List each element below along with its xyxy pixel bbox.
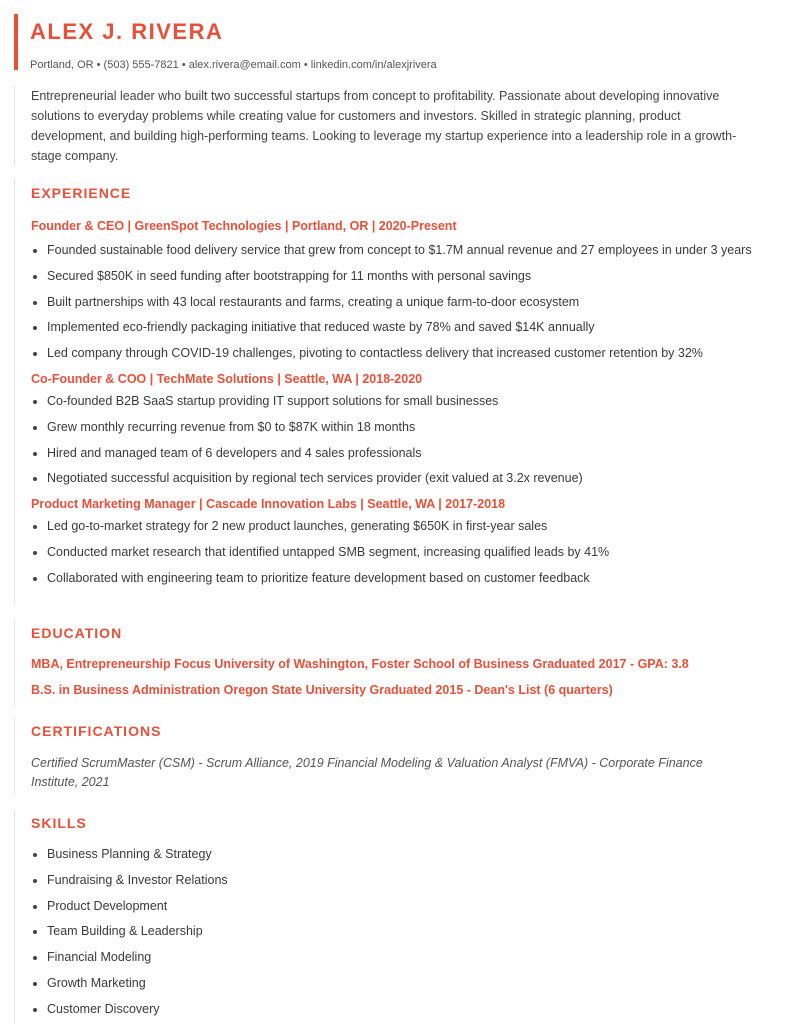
candidate-name: ALEX J. RIVERA (30, 19, 224, 44)
certifications-heading: CERTIFICATIONS (31, 723, 162, 739)
job-heading: Founder & CEO | GreenSpot Technologies | Portland, OR | 2020-Present (31, 219, 457, 233)
list-item: Founded sustainable food delivery service that grew from concept to $1.7M annual revenue and 27 employees in under 3 years (31, 238, 771, 264)
experience-section (14, 178, 771, 604)
education-entry: B.S. in Business Administration Oregon State University Graduated 2015 - Dean's List (6 quarters) (31, 683, 613, 697)
list-item: Led go-to-market strategy for 2 new product launches, generating $650K in first-year sales (31, 514, 771, 540)
skills-heading: SKILLS (31, 815, 87, 831)
professional-summary: Entrepreneurial leader who built two successful startups from concept to profitability. Passionate about developing innovative solutions to everyday problems while creating value for customers and investors. Skilled in strategic planning, product development, and building high-performing teams. Looking to leverage my startup experience into a leadership role in a growth-stage company. (14, 86, 753, 166)
certifications-text: Certified ScrumMaster (CSM) - Scrum Alliance, 2019 Financial Modeling & Valuation Analyst (FMVA) - Corporate Finance Institute, 2021 (31, 756, 703, 789)
job-bullets (31, 514, 771, 591)
job-heading: Co-Founder & COO | TechMate Solutions | Seattle, WA | 2018-2020 (31, 371, 423, 386)
experience-heading: EXPERIENCE (31, 185, 132, 201)
education-entry: MBA, Entrepreneurship Focus University of Washington, Foster School of Business Graduated 2017 - GPA: 3.8 (31, 657, 689, 671)
job-bullets (31, 238, 771, 367)
skill-item: Product Development (31, 894, 771, 920)
list-item: Collaborated with engineering team to prioritize feature development based on customer feedback (31, 566, 771, 592)
skill-item: Customer Discovery (31, 997, 771, 1023)
education-section (14, 620, 771, 706)
skill-item: Financial Modeling (31, 945, 771, 971)
education-heading: EDUCATION (31, 625, 123, 641)
list-item: Co-founded B2B SaaS startup providing IT support solutions for small businesses (31, 389, 771, 415)
contact-line: Portland, OR • (503) 555-7821 • alex.rivera@email.com • linkedin.com/in/alexjrivera (30, 59, 437, 71)
skill-item: Team Building & Leadership (31, 919, 771, 945)
list-item: Led company through COVID-19 challenges, pivoting to contactless delivery that increased customer retention by 32% (31, 341, 771, 367)
list-item: Conducted market research that identified untapped SMB segment, increasing qualified leads by 41% (31, 540, 771, 566)
job-heading: Product Marketing Manager | Cascade Innovation Labs | Seattle, WA | 2017-2018 (31, 497, 506, 512)
resume-header (14, 14, 437, 70)
certifications-section (14, 718, 771, 794)
skill-item: Business Planning & Strategy (31, 842, 771, 868)
job-bullets (31, 389, 771, 492)
list-item: Hired and managed team of 6 developers and 4 sales professionals (31, 441, 771, 467)
list-item: Implemented eco-friendly packaging initiative that reduced waste by 78% and saved $14K annually (31, 315, 771, 341)
skill-item: Growth Marketing (31, 971, 771, 997)
skill-item: Fundraising & Investor Relations (31, 868, 771, 894)
list-item: Negotiated successful acquisition by regional tech services provider (exit valued at 3.2x revenue) (31, 466, 771, 492)
skills-section (14, 810, 771, 1024)
list-item: Built partnerships with 43 local restaurants and farms, creating a unique farm-to-door ecosystem (31, 290, 771, 316)
list-item: Secured $850K in seed funding after bootstrapping for 11 months with personal savings (31, 264, 771, 290)
skills-list (31, 842, 771, 1023)
list-item: Grew monthly recurring revenue from $0 to $87K within 18 months (31, 415, 771, 441)
